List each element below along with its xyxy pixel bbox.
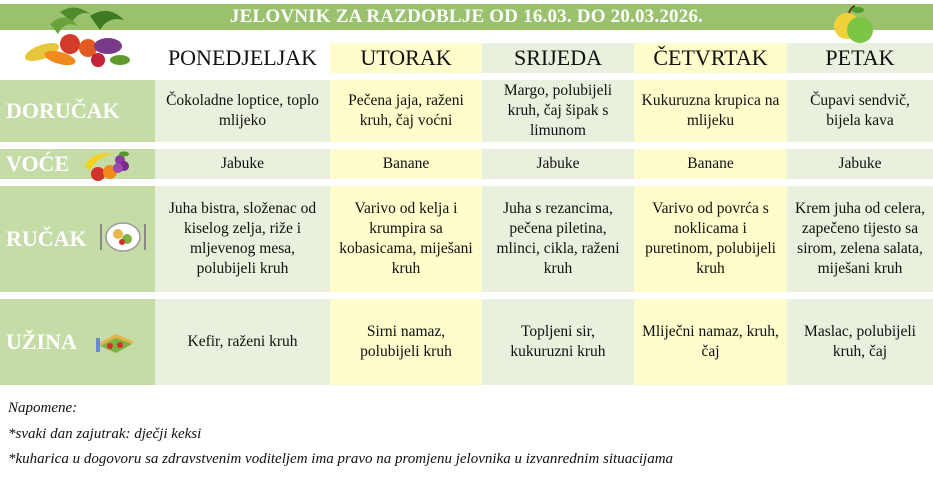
snack-thursday: Mliječni namaz, kruh, čaj xyxy=(634,299,787,385)
day-header-thursday: ČETVRTAK xyxy=(634,43,787,73)
lunch-friday: Krem juha od celera, zapečeno tijesto sa sirom, zelena salata, miješani kruh xyxy=(787,186,933,292)
fruit-basket-icon xyxy=(80,146,132,182)
lunch-wednesday: Juha s rezancima, pečena piletina, mlinci, cikla, raženi kruh xyxy=(482,186,634,292)
row-label-fruit: VOĆE xyxy=(0,149,155,179)
snack-tuesday: Sirni namaz, polubijeli kruh xyxy=(330,299,482,385)
snack-monday: Kefir, raženi kruh xyxy=(155,299,330,385)
day-header-monday: PONEDJELJAK xyxy=(167,45,318,70)
lunch-tuesday: Varivo od kelja i krumpira sa kobasicama, miješani kruh xyxy=(330,186,482,292)
plate-icon xyxy=(98,220,148,254)
note-daily-breakfast: *svaki dan zajutrak: dječji keksi xyxy=(8,426,202,442)
notes-heading: Napomene: xyxy=(8,400,78,416)
day-header-friday: PETAK xyxy=(787,43,933,73)
fruit-friday: Jabuke xyxy=(787,149,933,179)
fruit-monday: Jabuke xyxy=(155,149,330,179)
fruit-wednesday: Jabuke xyxy=(482,149,634,179)
breakfast-friday: Čupavi sendvič, bijela kava xyxy=(787,80,933,142)
row-label-breakfast: DORUČAK xyxy=(0,80,155,142)
breakfast-tuesday: Pečena jaja, raženi kruh, čaj voćni xyxy=(330,80,482,142)
breakfast-wednesday: Margo, polubijeli kruh, čaj šipak s limunom xyxy=(482,80,634,142)
fruit-thursday: Banane xyxy=(634,149,787,179)
sandwich-icon xyxy=(96,330,136,356)
day-header-wednesday: SRIJEDA xyxy=(482,43,634,73)
lunch-monday: Juha bistra, složenac od kiselog zelja, riže i mljevenog mesa, polubijeli kruh xyxy=(155,186,330,292)
fruit-tuesday: Banane xyxy=(330,149,482,179)
day-header-tuesday: UTORAK xyxy=(330,43,482,73)
vegetables-icon xyxy=(20,2,138,72)
row-label-snack: UŽINA xyxy=(0,299,155,385)
snack-wednesday: Topljeni sir, kukuruzni kruh xyxy=(482,299,634,385)
menu-title-banner: JELOVNIK ZA RAZDOBLJE OD 16.03. DO 20.03.2026. xyxy=(0,4,933,30)
note-menu-changes: *kuharica u dogovoru sa zdravstvenim voditeljem ima pravo na promjenu jelovnika u izvanrednim situacijama xyxy=(8,451,674,467)
apples-icon xyxy=(829,4,879,46)
breakfast-monday: Čokoladne loptice, toplo mlijeko xyxy=(155,80,330,142)
lunch-thursday: Varivo od povrća s noklicama i puretinom, polubijeli kruh xyxy=(634,186,787,292)
breakfast-thursday: Kukuruzna krupica na mlijeku xyxy=(634,80,787,142)
row-label-lunch: RUČAK xyxy=(0,186,155,292)
snack-friday: Maslac, polubijeli kruh, čaj xyxy=(787,299,933,385)
